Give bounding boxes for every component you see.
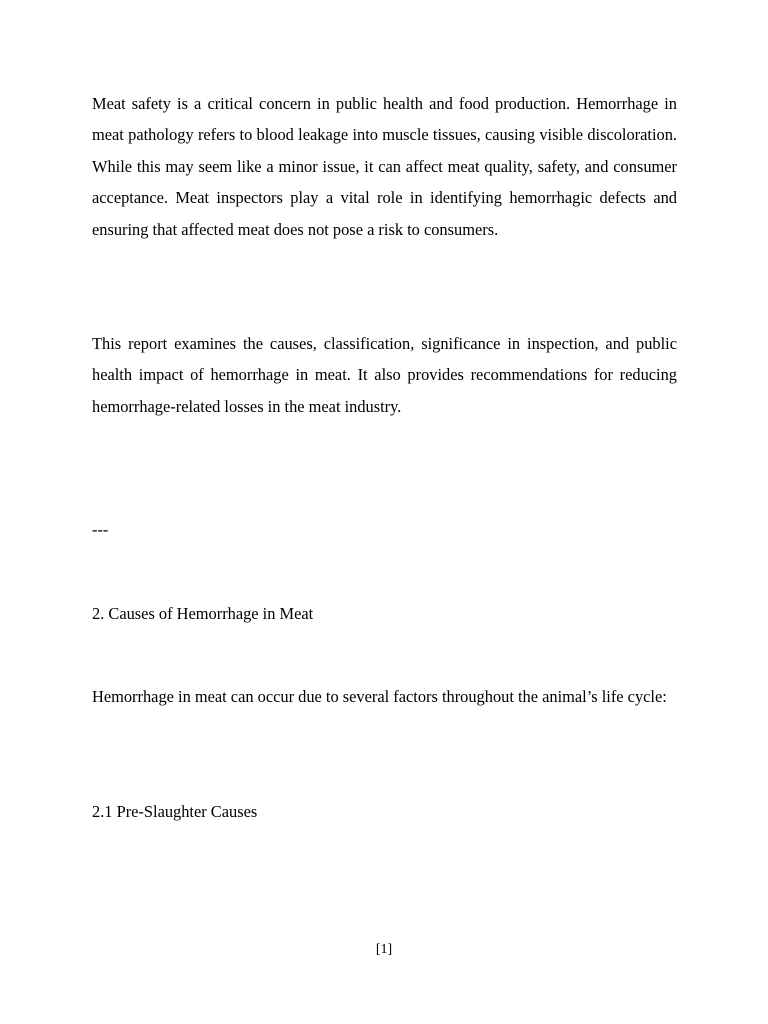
- section-heading-causes: 2. Causes of Hemorrhage in Meat: [92, 604, 314, 623]
- page-number: [1]: [375, 942, 393, 957]
- causes-intro-paragraph: Hemorrhage in meat can occur due to several factors throughout the animal’s life cycle:: [92, 687, 667, 706]
- intro-paragraph: Meat safety is a critical concern in public health and food production. Hemorrhage in meat pathology refers to blood leakage into muscle tissues, causing visible discoloration. While this may seem like a minor issue, it can affect meat quality, safety, and consumer acceptance. Meat inspectors play a vital role in identifying hemorrhagic defects and ensuring that affected meat does not pose a risk to consumers.: [92, 94, 677, 239]
- section-separator: ---: [92, 520, 109, 539]
- subsection-heading-pre-slaughter: 2.1 Pre-Slaughter Causes: [92, 802, 258, 821]
- report-scope-paragraph: This report examines the causes, classification, significance in inspection, and public health impact of hemorrhage in meat. It also provides recommendations for reducing hemorrhage-related losses in the meat industry.: [92, 334, 677, 416]
